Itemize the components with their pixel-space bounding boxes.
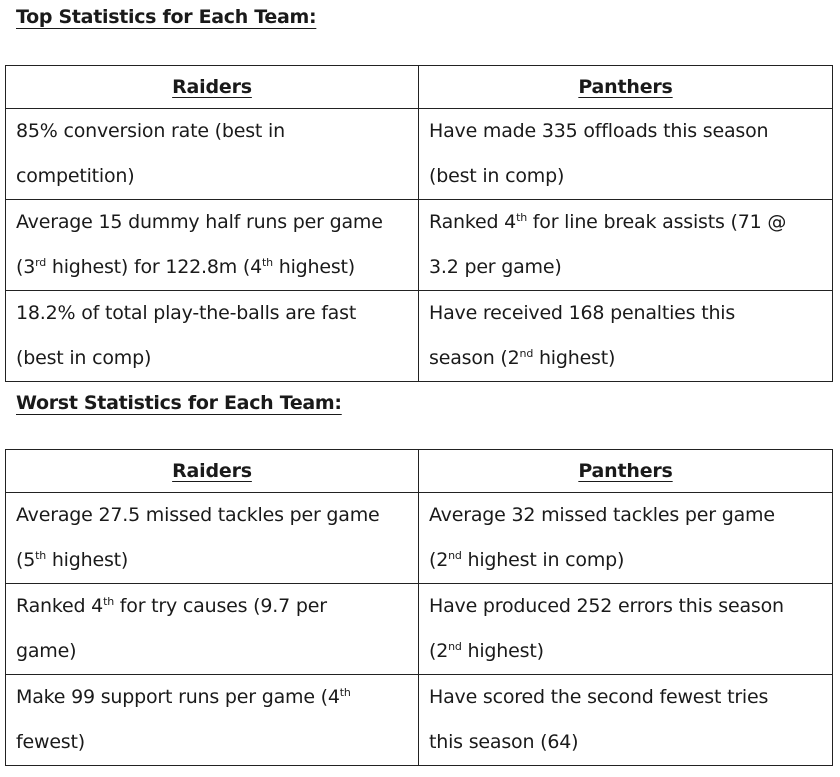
top-statistics-table — [5, 65, 833, 382]
stat-text-line: (best in comp) — [429, 165, 565, 187]
stat-text-line: Make 99 support runs per game (4th — [16, 686, 351, 708]
stat-cell-raiders — [6, 675, 419, 766]
table-row — [6, 493, 833, 584]
stat-text-line: 18.2% of total play-the-balls are fast — [16, 302, 357, 324]
stat-cell-raiders — [6, 584, 419, 675]
table-row — [6, 584, 833, 675]
column-header-label: Raiders — [172, 460, 252, 482]
stat-cell-panthers — [419, 493, 833, 584]
stat-cell-panthers — [419, 675, 833, 766]
stat-text-line: (2nd highest in comp) — [429, 549, 625, 571]
stat-text-line: Have received 168 penalties this — [429, 302, 736, 324]
stat-cell-panthers — [419, 109, 833, 200]
stat-text-line: Average 27.5 missed tackles per game — [16, 504, 380, 526]
stat-cell-raiders — [6, 493, 419, 584]
column-header-label: Raiders — [172, 76, 252, 98]
table-row — [6, 200, 833, 291]
table-header-row — [6, 66, 833, 109]
stat-cell-raiders — [6, 291, 419, 382]
stat-text-line: (2nd highest) — [429, 640, 544, 662]
stat-text-line: (5th highest) — [16, 549, 129, 571]
column-header-raiders — [6, 66, 419, 109]
stat-text-line: (3rd highest) for 122.8m (4th highest) — [16, 256, 356, 278]
stat-text-line: Have scored the second fewest tries — [429, 686, 769, 708]
stat-text-line: 85% conversion rate (best in — [16, 120, 285, 142]
column-header-label: Panthers — [578, 460, 673, 482]
worst-statistics-table — [5, 449, 833, 766]
top-statistics-heading: Top Statistics for Each Team: — [16, 6, 317, 28]
table-row — [6, 291, 833, 382]
stat-cell-panthers — [419, 200, 833, 291]
stat-text-line: Have made 335 offloads this season — [429, 120, 769, 142]
stat-text-line: fewest) — [16, 731, 85, 753]
stat-text-line: season (2nd highest) — [429, 347, 616, 369]
stat-text-line: game) — [16, 640, 77, 662]
stat-text-line: Average 32 missed tackles per game — [429, 504, 775, 526]
stat-text-line: this season (64) — [429, 731, 579, 753]
stat-text-line: Average 15 dummy half runs per game — [16, 211, 383, 233]
table-row — [6, 109, 833, 200]
stat-text-line: competition) — [16, 165, 135, 187]
stat-text-line: Ranked 4th for try causes (9.7 per — [16, 595, 327, 617]
worst-statistics-heading: Worst Statistics for Each Team: — [16, 392, 342, 414]
stat-cell-panthers — [419, 291, 833, 382]
column-header-label: Panthers — [578, 76, 673, 98]
column-header-raiders — [6, 450, 419, 493]
stat-cell-raiders — [6, 200, 419, 291]
stat-text-line: 3.2 per game) — [429, 256, 562, 278]
column-header-panthers — [419, 66, 833, 109]
table-header-row — [6, 450, 833, 493]
stat-text-line: Ranked 4th for line break assists (71 @ — [429, 211, 787, 233]
stat-text-line: (best in comp) — [16, 347, 152, 369]
stat-cell-panthers — [419, 584, 833, 675]
stat-cell-raiders — [6, 109, 419, 200]
column-header-panthers — [419, 450, 833, 493]
stat-text-line: Have produced 252 errors this season — [429, 595, 784, 617]
table-row — [6, 675, 833, 766]
